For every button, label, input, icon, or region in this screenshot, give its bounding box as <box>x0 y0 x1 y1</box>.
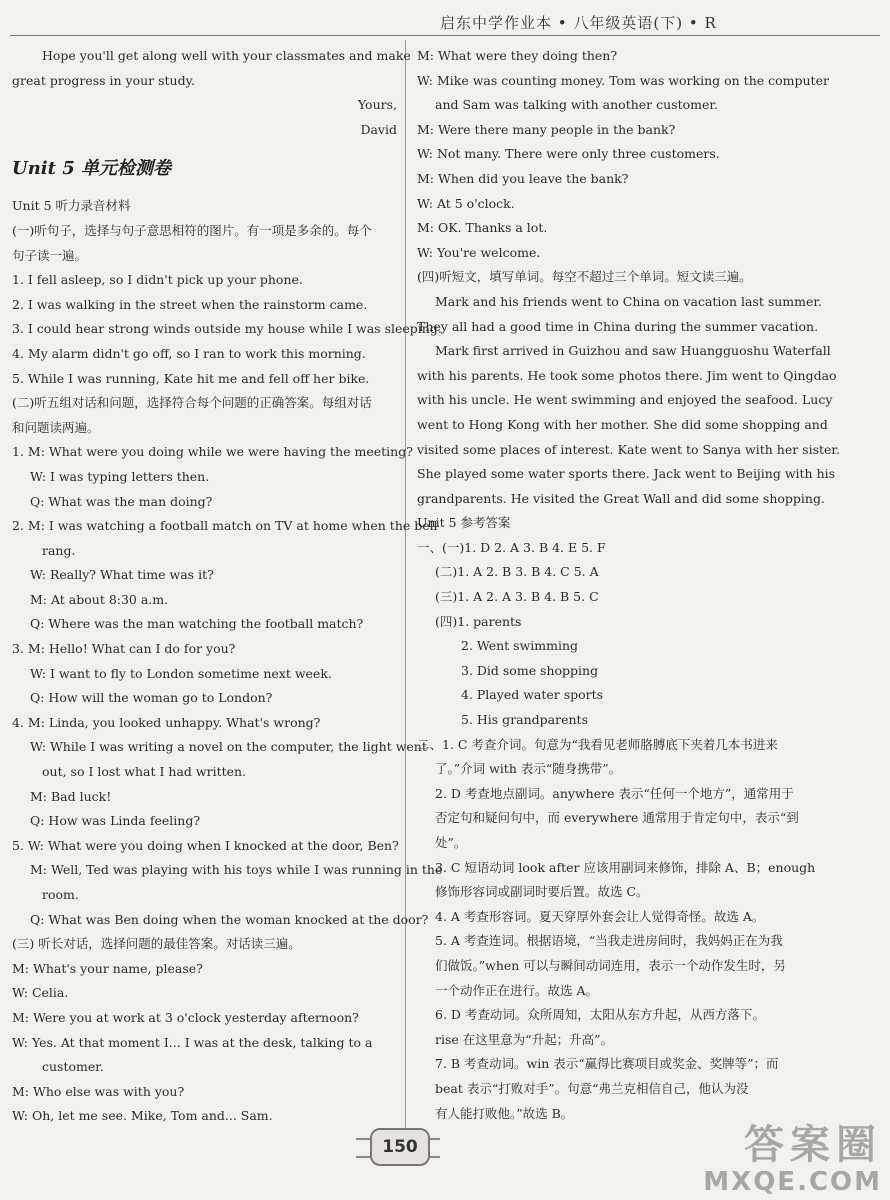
text-line: 2. M: I was watching a football match on TV at home when the bell <box>12 518 438 534</box>
text-line: 3. Did some shopping <box>461 662 599 678</box>
watermark-url: MXQE.COM <box>703 1167 882 1197</box>
text-line: Unit 5 听力录音材料 <box>12 198 131 214</box>
text-line: (一)听句子，选择与句子意思相符的图片。有一项是多余的。每个 <box>12 222 372 238</box>
text-line: Q: What was the man doing? <box>30 493 213 509</box>
text-line: (三)1. A 2. A 3. B 4. B 5. C <box>435 589 599 605</box>
right-column <box>417 44 840 1126</box>
text-line: W: Mike was counting money. Tom was working on the computer <box>417 72 829 88</box>
text-line: with his uncle. He went swimming and enjoyed the seafood. Lucy <box>417 392 833 408</box>
header-rule <box>10 35 880 36</box>
text-line: Unit 5 参考答案 <box>417 515 511 531</box>
script-and-answers <box>417 44 840 1126</box>
text-line: M: Bad luck! <box>30 788 112 804</box>
text-line: She played some water sports there. Jack went to Beijing with his <box>417 466 836 482</box>
text-line: 一、(一)1. D 2. A 3. B 4. E 5. F <box>417 539 606 555</box>
text-line: (四)1. parents <box>435 613 522 629</box>
text-line: 5. A 考查连词。根据语境，“当我走进房间时，我妈妈正在为我 <box>435 933 783 949</box>
text-line: M: Well, Ted was playing with his toys while I was running in the <box>30 862 443 878</box>
text-line: (四)听短文，填写单词。每空不超过三个单词。短文读三遍。 <box>417 269 752 285</box>
text-line: 5. His grandparents <box>461 712 588 728</box>
text-line: 和问题读两遍。 <box>12 419 100 435</box>
text-line: went to Hong Kong with her mother. She did some shopping and <box>417 416 828 432</box>
text-line: W: I want to fly to London sometime next week. <box>30 665 332 681</box>
text-line: 处”。 <box>435 835 467 850</box>
text-line: 5. While I was running, Kate hit me and fell off her bike. <box>12 370 370 386</box>
text-line: Q: How will the woman go to London? <box>30 690 273 706</box>
text-line: 4. Played water sports <box>461 687 604 703</box>
text-line: 3. C 短语动词 look after 应该用副词来修饰，排除 A、B；enough <box>435 859 816 875</box>
text-line: M: When did you leave the bank? <box>417 170 629 186</box>
letter-line: great progress in your study. <box>12 72 195 88</box>
text-line: Q: How was Linda feeling? <box>30 813 201 829</box>
text-line: 5. W: What were you doing when I knocked at the door, Ben? <box>12 837 399 853</box>
text-line: 否定句和疑问句中，而 everywhere 通常用于肯定句中，表示“到 <box>435 810 799 826</box>
text-line: 1. M: What were you doing while we were having the meeting? <box>12 444 413 460</box>
text-line: M: Who else was with you? <box>12 1083 185 1099</box>
text-line: rise 在这里意为“升起；升高”。 <box>435 1031 614 1047</box>
text-line: out, so I lost what I had written. <box>42 764 247 780</box>
text-line: M: Were you at work at 3 o'clock yesterday afternoon? <box>12 1009 359 1025</box>
listening-script <box>12 194 443 1129</box>
text-line: 修饰形容词或副词时要后置。故选 C。 <box>435 884 649 900</box>
text-line: 3. M: Hello! What can I do for you? <box>12 641 236 657</box>
text-line: 2. Went swimming <box>461 638 579 654</box>
header-title: 启东中学作业本 • 八年级英语(下) • R <box>440 14 717 32</box>
text-line: W: Yes. At that moment I... I was at the desk, talking to a <box>12 1034 373 1050</box>
text-line: beat 表示“打败对手”。句意“弗兰克相信自己，他认为没 <box>435 1080 749 1096</box>
text-line: 一个动作正在进行。故选 A。 <box>435 982 599 998</box>
unit-title: Unit 5 单元检测卷 <box>12 158 171 180</box>
text-line: visited some places of interest. Kate went to Sanya with her sister. <box>417 441 840 457</box>
text-line: (二)听五组对话和问题，选择符合每个问题的正确答案。每组对话 <box>12 395 372 411</box>
text-line: M: OK. Thanks a lot. <box>417 220 548 236</box>
text-line: Q: Where was the man watching the football match? <box>30 616 364 632</box>
watermark-logo: 答案圈 <box>744 1122 882 1168</box>
page-number: 150 <box>370 1128 430 1166</box>
text-line: with his parents. He took some photos there. Jim went to Qingdao <box>417 367 837 383</box>
text-line: rang. <box>42 542 76 558</box>
text-line: W: You're welcome. <box>417 244 541 260</box>
text-line: Mark and his friends went to China on vacation last summer. <box>435 293 822 309</box>
text-line: 2. D 考查地点副词。anywhere 表示“任何一个地方”，通常用于 <box>435 785 794 801</box>
text-line: 有人能打败他。”故选 B。 <box>435 1105 574 1121</box>
letter-signoff: Yours, <box>357 97 397 113</box>
text-line: 们做饭。”when 可以与瞬间动词连用，表示一个动作发生时，另 <box>435 957 786 973</box>
text-line: W: Celia. <box>12 985 69 1001</box>
page-header <box>0 0 890 40</box>
text-line: grandparents. He visited the Great Wall and did some shopping. <box>417 490 825 506</box>
text-line: 1. I fell asleep, so I didn't pick up your phone. <box>12 272 303 288</box>
text-line: 2. I was walking in the street when the rainstorm came. <box>12 296 368 312</box>
text-line: room. <box>42 887 79 902</box>
text-line: and Sam was talking with another customer. <box>435 97 718 113</box>
text-line: 句子读一遍。 <box>12 247 88 263</box>
text-line: M: At about 8:30 a.m. <box>30 591 169 607</box>
text-line: They all had a good time in China during the summer vacation. <box>417 318 819 334</box>
text-line: 6. D 考查动词。众所周知，太阳从东方升起，从西方落下。 <box>435 1007 765 1023</box>
left-column <box>12 44 443 1129</box>
text-line: M: Were there many people in the bank? <box>417 121 676 137</box>
text-line: W: Oh, let me see. Mike, Tom and... Sam. <box>12 1108 273 1124</box>
text-line: W: Really? What time was it? <box>30 567 214 583</box>
text-line: 7. B 考查动词。win 表示“赢得比赛项目或奖金、奖牌等”；而 <box>435 1056 779 1072</box>
text-line: customer. <box>42 1059 104 1075</box>
text-line: 3. I could hear strong winds outside my house while I was sleeping. <box>12 321 442 337</box>
text-line: W: While I was writing a novel on the computer, the light went <box>30 739 427 755</box>
text-line: M: What's your name, please? <box>12 960 203 976</box>
text-line: Mark first arrived in Guizhou and saw Huangguoshu Waterfall <box>435 343 831 359</box>
column-divider <box>405 40 406 1135</box>
text-line: 二、1. C 考查介词。句意为“我看见老师胳膊底下夹着几本书进来 <box>417 736 778 752</box>
text-line: W: Not many. There were only three customers. <box>417 146 720 162</box>
text-line: (三) 听长对话，选择问题的最佳答案。对话读三遍。 <box>12 936 301 952</box>
text-line: Q: What was Ben doing when the woman knocked at the door? <box>30 911 429 927</box>
text-line: W: At 5 o'clock. <box>417 195 515 211</box>
text-line: W: I was typing letters then. <box>30 468 210 484</box>
text-line: 4. M: Linda, you looked unhappy. What's wrong? <box>12 714 321 730</box>
watermark <box>703 1122 882 1196</box>
text-line: 4. A 考查形容词。夏天穿厚外套会让人觉得奇怪。故选 A。 <box>435 908 765 924</box>
letter-signature: David <box>360 121 397 137</box>
letter-line: Hope you'll get along well with your classmates and make <box>42 48 411 63</box>
text-line: 4. My alarm didn't go off, so I ran to work this morning. <box>12 345 366 361</box>
text-line: (二)1. A 2. B 3. B 4. C 5. A <box>435 564 599 580</box>
text-line: 了。”介词 with 表示“随身携带”。 <box>435 761 622 777</box>
text-line: M: What were they doing then? <box>417 48 618 63</box>
